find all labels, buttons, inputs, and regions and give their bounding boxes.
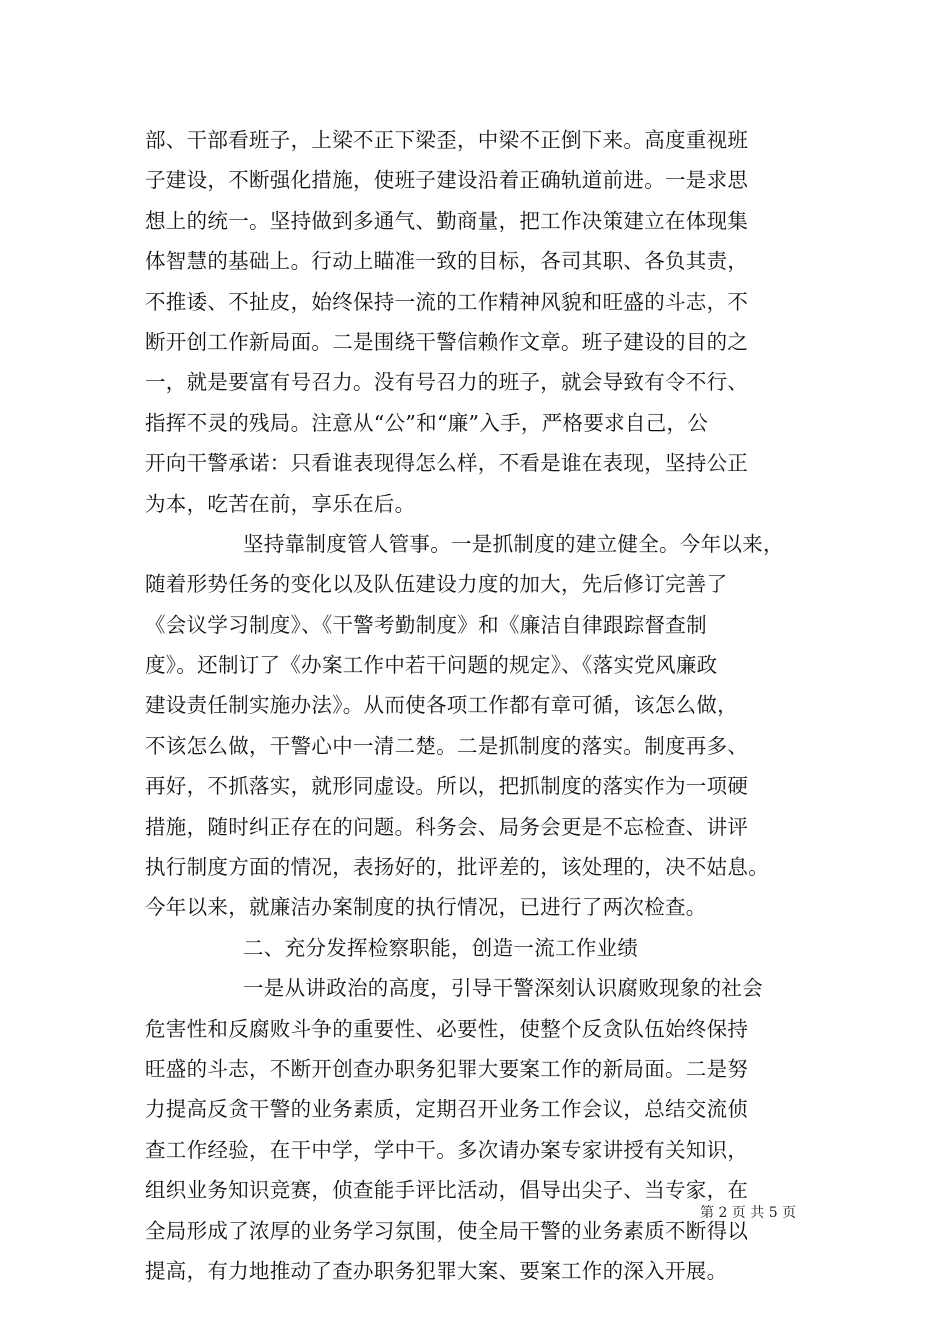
text-line-indented: 坚持靠制度管人管事。一是抓制度的建立健全。今年以来， [243, 531, 784, 556]
text-line: 全局形成了浓厚的业务学习氛围，使全局干警的业务素质不断得以 [145, 1218, 749, 1243]
paragraph-3 [145, 968, 810, 1291]
text-line: 措施，随时纠正存在的问题。科务会、局务会更是不忘检查、讲评 [145, 814, 749, 839]
text-line: 建设责任制实施办法》。从而使各项工作都有章可循，该怎么做， [145, 693, 738, 718]
text-line: 为本，吃苦在前，享乐在后。 [145, 491, 416, 516]
text-line: 度》。还制订了《办案工作中若干问题的规定》、《落实党风廉政 [145, 653, 718, 678]
text-line: 开向干警承诺：只看谁表现得怎么样，不看是谁在表现，坚持公正 [145, 451, 749, 476]
text-line: 一，就是要富有号召力。没有号召力的班子，就会导致有令不行、 [145, 370, 749, 395]
text-line: 今年以来，就廉洁办案制度的执行情况，已进行了两次检查。 [145, 895, 707, 920]
document-body [145, 120, 810, 1291]
text-line: 组织业务知识竞赛，侦查能手评比活动，倡导出尖子、当专家，在 [145, 1178, 749, 1203]
text-line: 指挥不灵的残局。注意从“公”和“廉”入手，严格要求自己，公 [145, 410, 709, 435]
text-line: 执行制度方面的情况，表扬好的，批评差的，该处理的，决不姑息。 [145, 855, 769, 880]
text-line: 《会议学习制度》、《干警考勤制度》和《廉洁自律跟踪督查制 [145, 612, 707, 637]
text-line: 旺盛的斗志，不断开创查办职务犯罪大要案工作的新局面。二是努 [145, 1056, 749, 1081]
text-line: 随着形势任务的变化以及队伍建设力度的加大，先后修订完善了 [145, 572, 728, 597]
paragraph-1 [145, 120, 810, 524]
text-line: 子建设，不断强化措施，使班子建设沿着正确轨道前进。一是求思 [145, 168, 749, 193]
text-line-indented: 一是从讲政治的高度，引导干警深刻认识腐败现象的社会 [243, 976, 763, 1001]
paragraph-2 [145, 524, 810, 928]
section-heading-text: 二、充分发挥检察职能，创造一流工作业绩 [243, 935, 639, 960]
text-line: 再好，不抓落实，就形同虚设。所以，把抓制度的落实作为一项硬 [145, 774, 749, 799]
text-line: 不推诿、不扯皮，始终保持一流的工作精神风貌和旺盛的斗志，不 [145, 289, 749, 314]
text-line: 力提高反贪干警的业务素质，定期召开业务工作会议，总结交流侦 [145, 1097, 749, 1122]
text-line: 断开创工作新局面。二是围绕干警信赖作文章。班子建设的目的之 [145, 329, 749, 354]
section-heading [145, 928, 810, 968]
text-line: 部、干部看班子，上梁不正下梁歪，中梁不正倒下来。高度重视班 [145, 128, 749, 152]
text-line: 提高，有力地推动了查办职务犯罪大案、要案工作的深入开展。 [145, 1258, 728, 1283]
text-line: 查工作经验，在干中学，学中干。多次请办案专家讲授有关知识， [145, 1137, 749, 1162]
text-line: 危害性和反腐败斗争的重要性、必要性，使整个反贪队伍始终保持 [145, 1016, 749, 1041]
text-line: 体智慧的基础上。行动上瞄准一致的目标，各司其职、各负其责， [145, 249, 749, 274]
text-line: 不该怎么做，干警心中一清二楚。二是抓制度的落实。制度再多、 [145, 733, 749, 758]
text-line: 想上的统一。坚持做到多通气、勤商量，把工作决策建立在体现集 [145, 208, 749, 233]
page-number-footer: 第 2 页 共 5 页 [700, 1205, 797, 1221]
